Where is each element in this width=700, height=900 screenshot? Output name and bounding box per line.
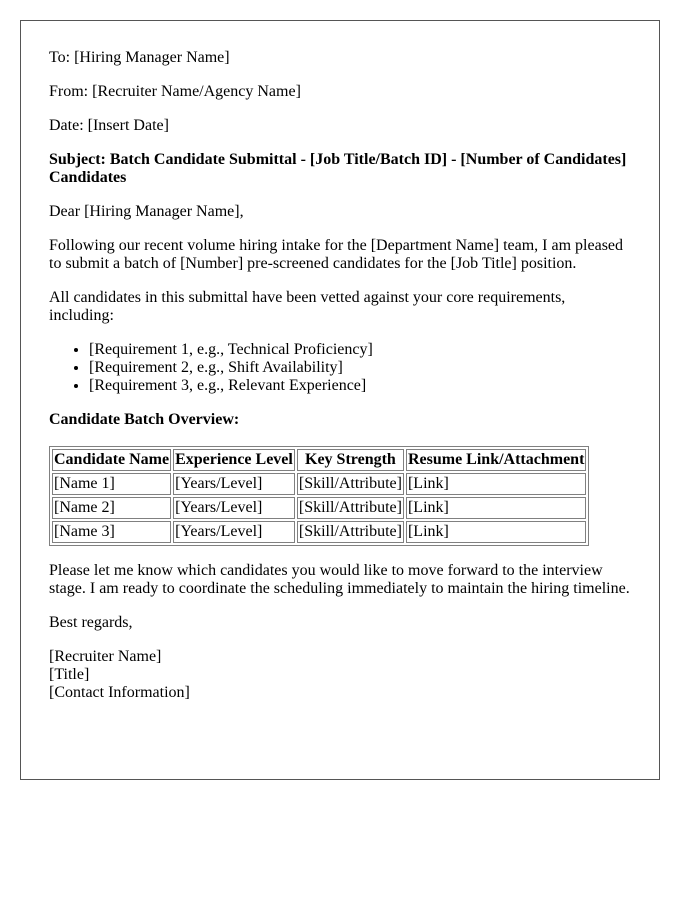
overview-heading: Candidate Batch Overview: <box>49 411 240 428</box>
signature-title: [Title] <box>49 666 90 683</box>
table-row <box>52 497 586 519</box>
cell-candidate-name: [Name 2] <box>52 497 171 519</box>
requirement-item: • [Requirement 2, e.g., Shift Availability] <box>89 359 631 377</box>
signature-contact: [Contact Information] <box>49 684 190 701</box>
cell-resume-link: [Link] <box>406 497 586 519</box>
date-line: Date: [Insert Date] <box>49 117 169 134</box>
cell-resume-link: [Link] <box>406 473 586 495</box>
greeting: Dear [Hiring Manager Name], <box>49 203 244 220</box>
cell-candidate-name: [Name 1] <box>52 473 171 495</box>
requirement-item: • [Requirement 1, e.g., Technical Proficiency] <box>89 341 631 359</box>
intro-paragraph: Following our recent volume hiring intake for the [Department Name] team, I am pleased to submit a batch of [Number] pre-screened candidates for the [Job Title] position. <box>49 237 624 272</box>
requirements-intro: All candidates in this submittal have been vetted against your core requirements, including: <box>49 289 566 324</box>
requirement-item: • [Requirement 3, e.g., Relevant Experience] <box>89 377 631 395</box>
signature-name: [Recruiter Name] <box>49 648 162 665</box>
cell-candidate-name: [Name 3] <box>52 521 171 543</box>
cell-experience-level: [Years/Level] <box>173 497 295 519</box>
table-row <box>52 521 586 543</box>
from-line: From: [Recruiter Name/Agency Name] <box>49 83 301 100</box>
cell-resume-link: [Link] <box>406 521 586 543</box>
to-line: To: [Hiring Manager Name] <box>49 49 230 66</box>
cell-key-strength: [Skill/Attribute] <box>297 521 404 543</box>
signature-block <box>49 648 631 702</box>
sign-off: Best regards, <box>49 614 133 631</box>
cell-key-strength: [Skill/Attribute] <box>297 497 404 519</box>
column-header-experience-level: Experience Level <box>173 449 295 471</box>
cell-experience-level: [Years/Level] <box>173 521 295 543</box>
closing-paragraph: Please let me know which candidates you would like to move forward to the interview stage. I am ready to coordinate the scheduling immediately to maintain the hiring timeline. <box>49 562 630 597</box>
letter-page <box>20 20 660 780</box>
column-header-candidate-name: Candidate Name <box>52 449 171 471</box>
column-header-resume-link: Resume Link/Attachment <box>406 449 586 471</box>
table-header-row <box>52 449 586 471</box>
cell-experience-level: [Years/Level] <box>173 473 295 495</box>
requirements-list <box>49 341 631 395</box>
table-row <box>52 473 586 495</box>
column-header-key-strength: Key Strength <box>297 449 404 471</box>
cell-key-strength: [Skill/Attribute] <box>297 473 404 495</box>
candidate-table <box>49 446 589 546</box>
subject-line: Subject: Batch Candidate Submittal - [Job Title/Batch ID] - [Number of Candidates] Candidates <box>49 151 627 186</box>
